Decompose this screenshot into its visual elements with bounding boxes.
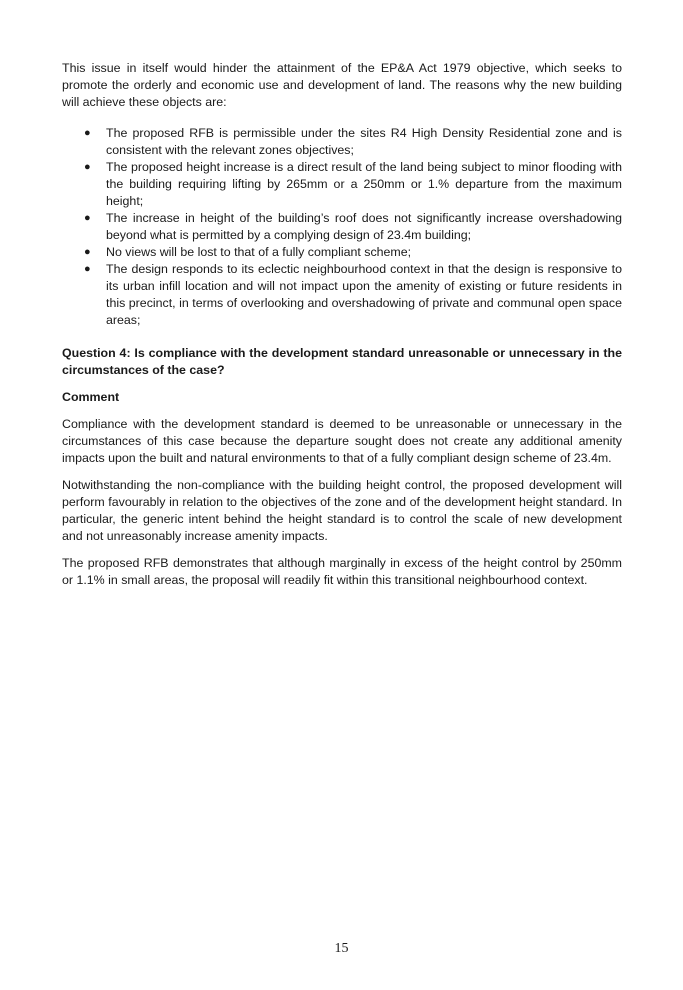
list-item-text: The proposed RFB is permissible under the sites R4 High Density Residential zone and is consistent with the relevant zones objectives;	[106, 126, 622, 157]
bullet-icon: ●	[84, 263, 91, 275]
body-paragraph: The proposed RFB demonstrates that although marginally in excess of the height control by 250mm or 1.1% in small areas, the proposal will readily fit within this transitional neighbourhood context.	[62, 556, 622, 587]
question-heading: Question 4: Is compliance with the development standard unreasonable or unnecessary in the circumstances of the case?	[62, 346, 622, 377]
list-item	[62, 261, 622, 329]
list-item-text: The design responds to its eclectic neighbourhood context in that the design is responsive to its urban infill location and will not impact upon the amenity of existing or future residents in this precinct, in terms of overlooking and overshadowing of private and communal open space areas;	[106, 262, 622, 327]
list-item	[62, 244, 622, 261]
list-item	[62, 159, 622, 210]
body-paragraph: Compliance with the development standard is deemed to be unreasonable or unnecessary in the circumstances of this case because the departure sought does not create any additional amenity impacts upon the built and natural environments to that of a fully compliant design scheme of 23.4m.	[62, 417, 622, 465]
list-item-text: No views will be lost to that of a fully compliant scheme;	[106, 245, 412, 259]
intro-paragraph: This issue in itself would hinder the attainment of the EP&A Act 1979 objective, which seeks to promote the orderly and economic use and development of land. The reasons why the new building will achieve these objects are:	[62, 61, 622, 109]
list-item-text: The proposed height increase is a direct result of the land being subject to minor flooding with the building requiring lifting by 265mm or a 250mm or 1.% departure from the maximum height;	[106, 160, 622, 208]
list-item-text: The increase in height of the building’s roof does not significantly increase overshadowing beyond what is permitted by a complying design of 23.4m building;	[106, 211, 622, 242]
bullet-icon: ●	[84, 212, 91, 224]
bullet-icon: ●	[84, 127, 91, 139]
list-item	[62, 210, 622, 244]
body-paragraph: Notwithstanding the non-compliance with the building height control, the proposed development will perform favourably in relation to the objectives of the zone and of the development height standard. In particular, the generic intent behind the height standard is to control the scale of new development and not unreasonably increase amenity impacts.	[62, 478, 622, 543]
page-number: 15	[334, 941, 349, 956]
comment-heading: Comment	[62, 390, 120, 404]
list-item	[62, 125, 622, 159]
bullet-icon: ●	[84, 246, 91, 258]
reasons-list	[62, 125, 622, 329]
bullet-icon: ●	[84, 161, 91, 173]
